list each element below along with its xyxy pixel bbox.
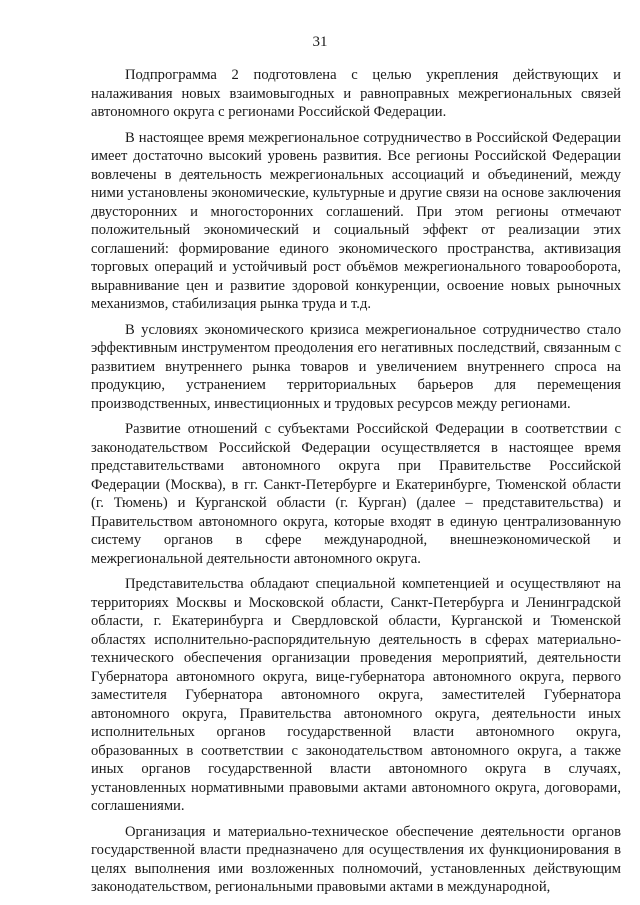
- paragraph-2: В настоящее время межрегиональное сотрудничество в Российской Федерации имеет достаточно высокий уровень развития. Все регионы Российской Федерации вовлечены в деятельность межрегиональных ассоциаций и объединений, между ними установлены экономические, культурные и другие связи на основе заключения двусторонних и многосторонних соглашений. При этом регионы отмечают положительный экономический и социальный эффект от реализации этих соглашений: формирование единого экономического пространства, активизация торговых операций и устойчивый рост объёмов межрегионального товарооборота, выравнивание цен и развитие здоровой конкуренции, освоение новых рыночных механизмов, стабилизация рынка труда и т.д.: [91, 129, 621, 312]
- paragraph-1: Подпрограмма 2 подготовлена с целью укрепления действующих и налаживания новых взаимовыгодных и равноправных межрегиональных связей автономного округа с регионами Российской Федерации.: [91, 67, 621, 120]
- body-text: [91, 66, 621, 897]
- paragraph-6: Организация и материально-техническое обеспечение деятельности органов государственной власти предназначено для осуществления их функционирования в целях выполнения ими возложенных полномочий, установленных действующим законодательством, региональными правовыми актами в международной,: [91, 823, 621, 895]
- page-number: 31: [312, 34, 328, 50]
- paragraph-3: В условиях экономического кризиса межрегиональное сотрудничество стало эффективным инструментом преодоления его негативных последствий, связанным с развитием внутреннего рынка товаров и увеличением внутреннего спроса на продукцию, устранением территориальных барьеров для перемещения производственных, инвестиционных и трудовых ресурсов между регионами.: [91, 321, 621, 412]
- paragraph-5: Представительства обладают специальной компетенцией и осуществляют на территориях Москвы и Московской области, Санкт-Петербурга и Ленинградской области, г. Екатеринбурга и Свердловской области, Курганской и Тюменской областях исполнительно-распорядительную деятельность в сферах материально-технического обеспечения организации проведения мероприятий, деятельности Губернатора автономного округа, вице-губернатора автономного округа, первого заместителя Губернатора автономного округа, заместителей Губернатора автономного округа, Правительства автономного округа, деятельности иных исполнительных органов государственной власти автономного округа, образованных в соответствии с законодательством автономного округа, а также иных органов государственной власти автономного округа в случаях, установленных нормативными правовыми актами автономного округа, договорами, соглашениями.: [91, 576, 621, 814]
- paragraph-4: Развитие отношений с субъектами Российской Федерации в соответствии с законодательством Российской Федерации осуществляется в настоящее время представительствами автономного округа при Правительстве Российской Федерации (Москва), в гг. Санкт-Петербурге и Екатеринбурге, Тюменской области (г. Тюмень) и Курганской области (г. Курган) (далее – представительства) и Правительством автономного округа, которые входят в единую централизованную систему органов в сфере международной, внешнеэкономической и межрегиональной деятельности автономного округа.: [91, 421, 621, 567]
